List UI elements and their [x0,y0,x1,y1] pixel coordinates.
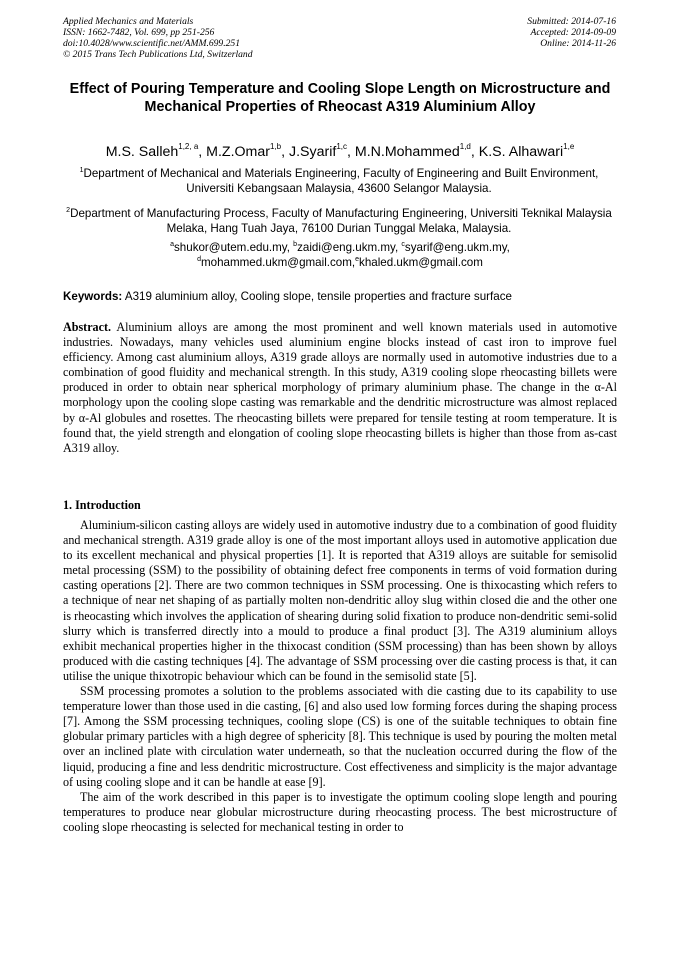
email-link[interactable]: khaled.ukm@gmail.com [359,256,483,269]
author-list [40,143,640,161]
introduction-body [63,518,617,835]
journal-name: Applied Mechanics and Materials [63,16,194,27]
doi: doi:10.4028/www.scientific.net/AMM.699.251 [63,38,241,49]
author: M.N.Mohammed$^{1,d}$, [354,142,479,160]
paragraph: The aim of the work described in this paper is to investigate the optimum cooling slope length and pouring temperatures to produce near globular microstructure during rheocasting process. The best microstructure of cooling slope rheocasting is selected for mechanical testing in order to [63,789,617,834]
author: K.S. Alhawari$^{1,e}$ [478,142,575,160]
journal-header [63,16,253,60]
email-link[interactable]: syarif@eng.ukm.my, [404,241,510,254]
keywords-label: Keywords: [63,290,123,303]
section-heading-introduction: 1. Introduction [63,498,141,512]
dates-header [527,16,616,49]
online-date: Online: 2014-11-26 [540,38,616,49]
issn: ISSN: 1662-7482, Vol. 699, pp 251-256 [63,27,215,38]
paragraph: SSM processing promotes a solution to the problems associated with die casting due to its capability to use temperature lower than those used in die casting, [6] and also used low forming forces during the shaping process [7]. Among the SSM processing techniques, cooling slope (CS) is one of the suitable techniques to obtain fine globular primary particles with a high degree of sphericity [8]. This technique is used by pouring the molten metal over an inclined plate with circulation water underneath, so that the nucleation occurred during the flow of the liquid, producing a fine and less dendritic microstructure. Cost effectiveness and simplicity is the major advantage of using cooling slope and it can be handle at ease [9]. [63,684,617,789]
affiliation-2: $^2$Department of Manufacturing Process, Faculty of Manufacturing Engineering, Universiti Teknikal Malaysia Melaka, Hang Tuah Jaya, 76100 Durian Tunggal Melaka, Malaysia. [66,207,612,235]
copyright: © 2015 Trans Tech Publications Ltd, Switzerland [63,49,253,60]
email-link[interactable]: zaidi@eng.ukm.my, [297,241,402,254]
author: M.S. Salleh$^{1,2, a}$, [105,142,207,160]
author-emails: $^a$shukor@utem.edu.my, $^b$zaidi@eng.ukm.my, $^c$syarif@eng.ukm.my, $^d$mohammed.ukm@gmail.com,$^e$khaled.ukm@gmail.com [170,241,510,269]
author: J.Syarif$^{1,c}$, [289,142,355,160]
paper-title: Effect of Pouring Temperature and Cooling Slope Length on Microstructure and Mechanical Properties of Rheocast A319 Aluminium Alloy [69,81,611,115]
accepted-date: Accepted: 2014-09-09 [530,27,616,38]
keywords [63,289,618,304]
author: M.Z.Omar$^{1,b}$, [206,142,290,160]
affiliation-1: $^1$Department of Mechanical and Materials Engineering, Faculty of Engineering and Built Environment, Universiti Kebangsaan Malaysia, 43600 Selangor Malaysia. [79,167,599,195]
email-link[interactable]: mohammed.ukm@gmail.com, [200,256,356,269]
submitted-date: Submitted: 2014-07-16 [527,16,616,27]
paragraph: Aluminium-silicon casting alloys are widely used in automotive industry due to a combination of good fluidity and mechanical strength. A319 grade alloy is one of the most important alloys used in automotive application due to its excellent mechanical and physical properties [1]. It is reported that A319 alloys are suitable for semisolid metal processing (SSM) to the possibility of obtaining defect free components in terms of void formation during casting operations [2]. There are two common techniques in SSM processing. One is thixocasting which refers to a technique of near net shaping of as partially molten non-dendritic alloy slug within closed die and the other one is rheocasting which involves the application of shearing during solid fixation to produce non-dendritic semi-solid slurry which is transferred directly into a mould to produce a final product [3]. The A319 aluminium alloys exhibit mechanical properties higher in the thixocast condition (SSM processing) than has been shown by alloys produced with die casting techniques [4]. The advantage of SSM processing over die casting process is that, it can utilise the unique thixotropic behaviour which can be found in the semisolid state [5]. [63,518,617,683]
abstract-label: Abstract. [63,320,112,334]
abstract [63,320,617,456]
abstract-text: Aluminium alloys are among the most prominent and well known materials used in automotive industries. Nowadays, many vehicles used aluminium engine blocks instead of cast iron to improve fuel efficiency. Among cast aluminium alloys, A319 grade alloys are normally used in automotive industries due to a combination of good fluidity and mechanical strength. In this study, A319 cooling slope rheocasting billets were produced in order to obtain near spherical morphology of primary aluminium phase. The change in the α-Al morphology upon the cooling slope casting was remarkable and the dendritic microstructure was almost replaced by α-Al globules and rosettes. The rheocasting billets were prepared for tensile testing at room temperature. It is found that, the yield strength and elongation of cooling slope rheocasting billets is higher than those from as-cast A319 alloy. [63,320,617,455]
email-link[interactable]: shukor@utem.edu.my, [174,241,294,254]
keywords-text: A319 aluminium alloy, Cooling slope, tensile properties and fracture surface [122,290,512,303]
